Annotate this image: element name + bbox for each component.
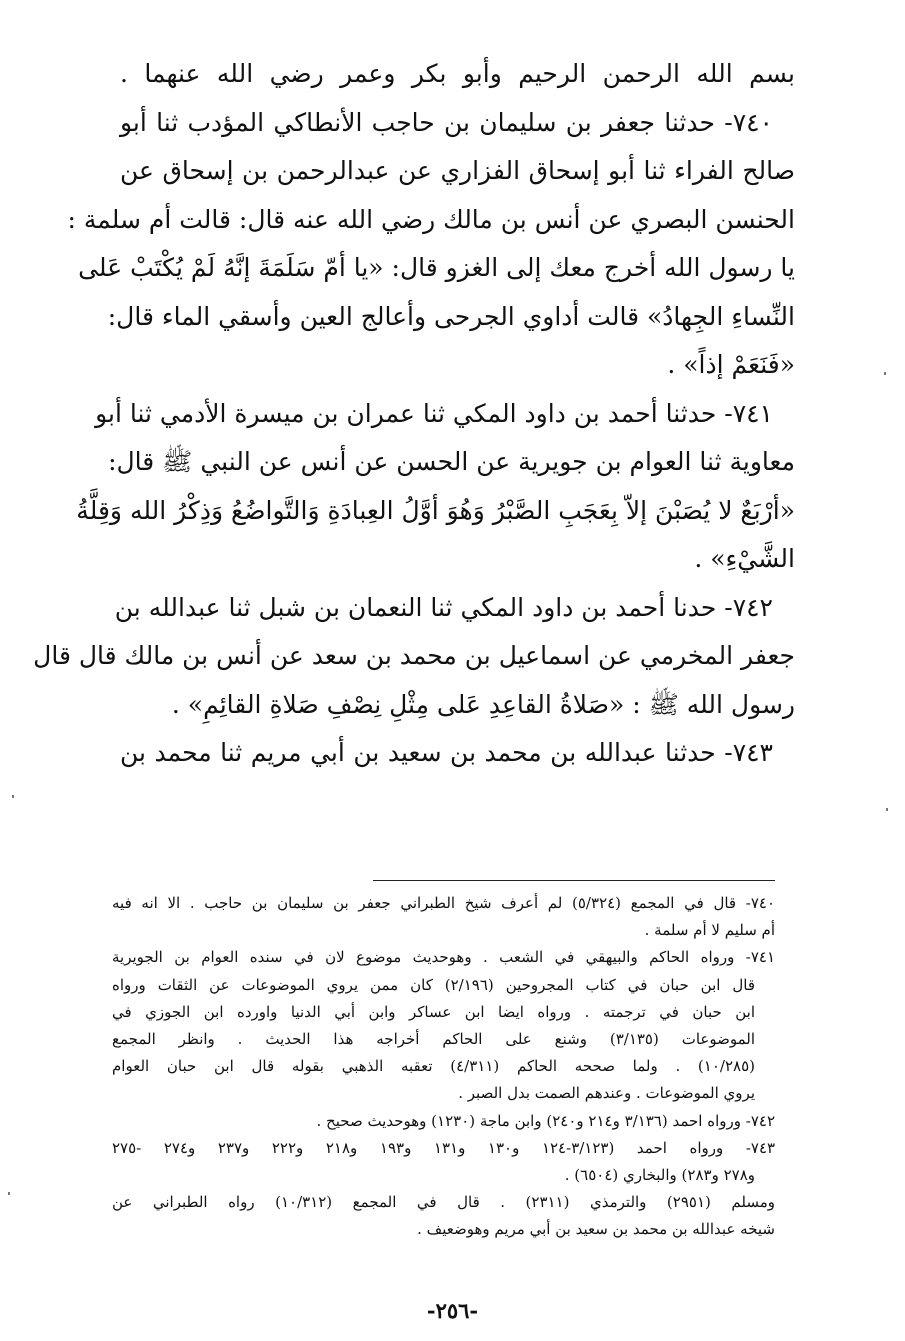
main-line: «أرْبَعٌ لا يُصَبْنَ إلاّ بِعَجَبِ الصَّبْرُ وَهُوَ أوَّلُ العِبادَةِ وَالتَّواضُعُ وَذِكْرُ الله وَقِلَّةُ [76,495,795,525]
main-text-block [33,50,795,778]
footnote-742-line: ٧٤٢- ورواه احمد (٣/١٣٦ و٢١٤ و٢٤٠) وابن ماجة (١٢٣٠) وهوحديث صحيح . [316,1111,775,1130]
main-line: رسول الله ﷺ : «صَلاةُ القاعِدِ عَلى مِثْلِ نِصْفِ صَلاةِ القائِمِ» . [171,689,795,719]
footnote-line: ومسلم (٢٩٥١) والترمذي (٢٣١١) . قال في المجمع (١٠/٣١٢) رواه الطبراني عن [112,1193,776,1212]
main-line: الشَّيْءِ» . [694,544,795,573]
footnote-line: قال ابن حبان في كتاب المجروحين (٢/١٩٦) كان ممن يروي الموضوعات عن الثقات ورواه [112,975,755,994]
footnote-line: ابن حبان في ترجمته . ورواه ايضا ابن عساكر وابن أبي الدنيا واورده ابن الجوزي في [112,1002,755,1021]
footnotes-block [112,890,775,1243]
hadith-743-line: ٧٤٣- حدثنا عبدالله بن محمد بن سعيد بن أبي مريم ثنا محمد بن [120,738,773,767]
scan-speck [12,795,14,798]
footnote-line: الموضوعات (٣/١٣٥) وشنع على الحاكم أخراجه هذا الحديث . وانظر المجمع [112,1029,756,1048]
hadith-742-line: ٧٤٢- حدنا أحمد بن داود المكي ثنا النعمان بن شبل ثنا عبدالله بن [114,592,773,622]
footnote-line: شيخه عبدالله بن محمد بن سعيد بن أبي مريم وهوضعيف . [417,1220,775,1239]
scan-speck [884,372,886,375]
footnote-line: (١٠/٢٨٥) . ولما صححه الحاكم (٤/٣١١) تعقبه الذهبي بقوله قال ابن حبان العوام [112,1057,755,1076]
main-line: يا رسول الله أخرج معك إلى الغزو قال: «يا أمّ سَلَمَةَ إنَّهُ لَمْ يُكْتَبْ عَلى [78,253,795,282]
main-line: «فَنَعَمْ إذاً» . [667,350,795,379]
footnote-line: أم سليم لا أم سلمة . [644,921,775,940]
footnote-740-line: ٧٤٠- قال في المجمع (٥/٣٢٤) لم أعرف شيخ الطبراني جعفر بن سليمان بن حاجب . الا انه فيه [112,894,775,912]
main-line: جعفر المخرمي عن اسماعيل بن محمد بن سعد عن أنس بن مالك قال قال [33,641,795,670]
scan-speck [8,1192,10,1195]
footnote-line: يروي الموضوعات . وعندهم الصمت بدل الصبر . [458,1084,755,1103]
main-line: صالح الفراء ثنا أبو إسحاق الفزاري عن عبدالرحمن بن إسحاق عن [120,156,795,185]
hadith-741-line: ٧٤١- حدثنا أحمد بن داود المكي ثنا عمران بن ميسرة الأدمي ثنا أبو [95,398,773,428]
footnote-divider [373,880,775,881]
main-line: معاوية ثنا العوام بن جويرية عن الحسن عن أنس عن النبي ﷺ قال: [108,447,795,476]
footnote-741-line: ٧٤١- ورواه الحاكم والبيهقي في الشعب . وهوحديث موضوع لان في سنده العوام بن الجويرية [112,948,775,967]
main-line: النِّساءِ الجِهادُ» قالت أداوي الجرحى وأعالج العين وأسقي الماء قال: [107,301,795,331]
footnote-line: و٢٧٨ و٢٨٣) والبخاري (٦٥٠٤) . [564,1165,755,1184]
main-line: الحنسن البصري عن أنس بن مالك رضي الله عنه قال: قالت أم سلمة : [67,204,795,234]
scan-speck [886,808,888,811]
footnote-743-line: ٧٤٣- ورواه احمد (٣/١٢٣-١٢٤ و١٣٠ و١٣١ و١٩٣ و٢١٨ و٢٢٢ و٢٣٧ و٢٧٤ -٢٧٥ [112,1138,776,1157]
page-number: -٢٥٦- [426,1298,479,1323]
main-line: بسم الله الرحمن الرحيم وأبو بكر وعمر رضي الله عنهما . [120,59,795,88]
hadith-740-line: ٧٤٠- حدثنا جعفر بن سليمان بن حاجب الأنطاكي المؤدب ثنا أبو [120,107,773,137]
